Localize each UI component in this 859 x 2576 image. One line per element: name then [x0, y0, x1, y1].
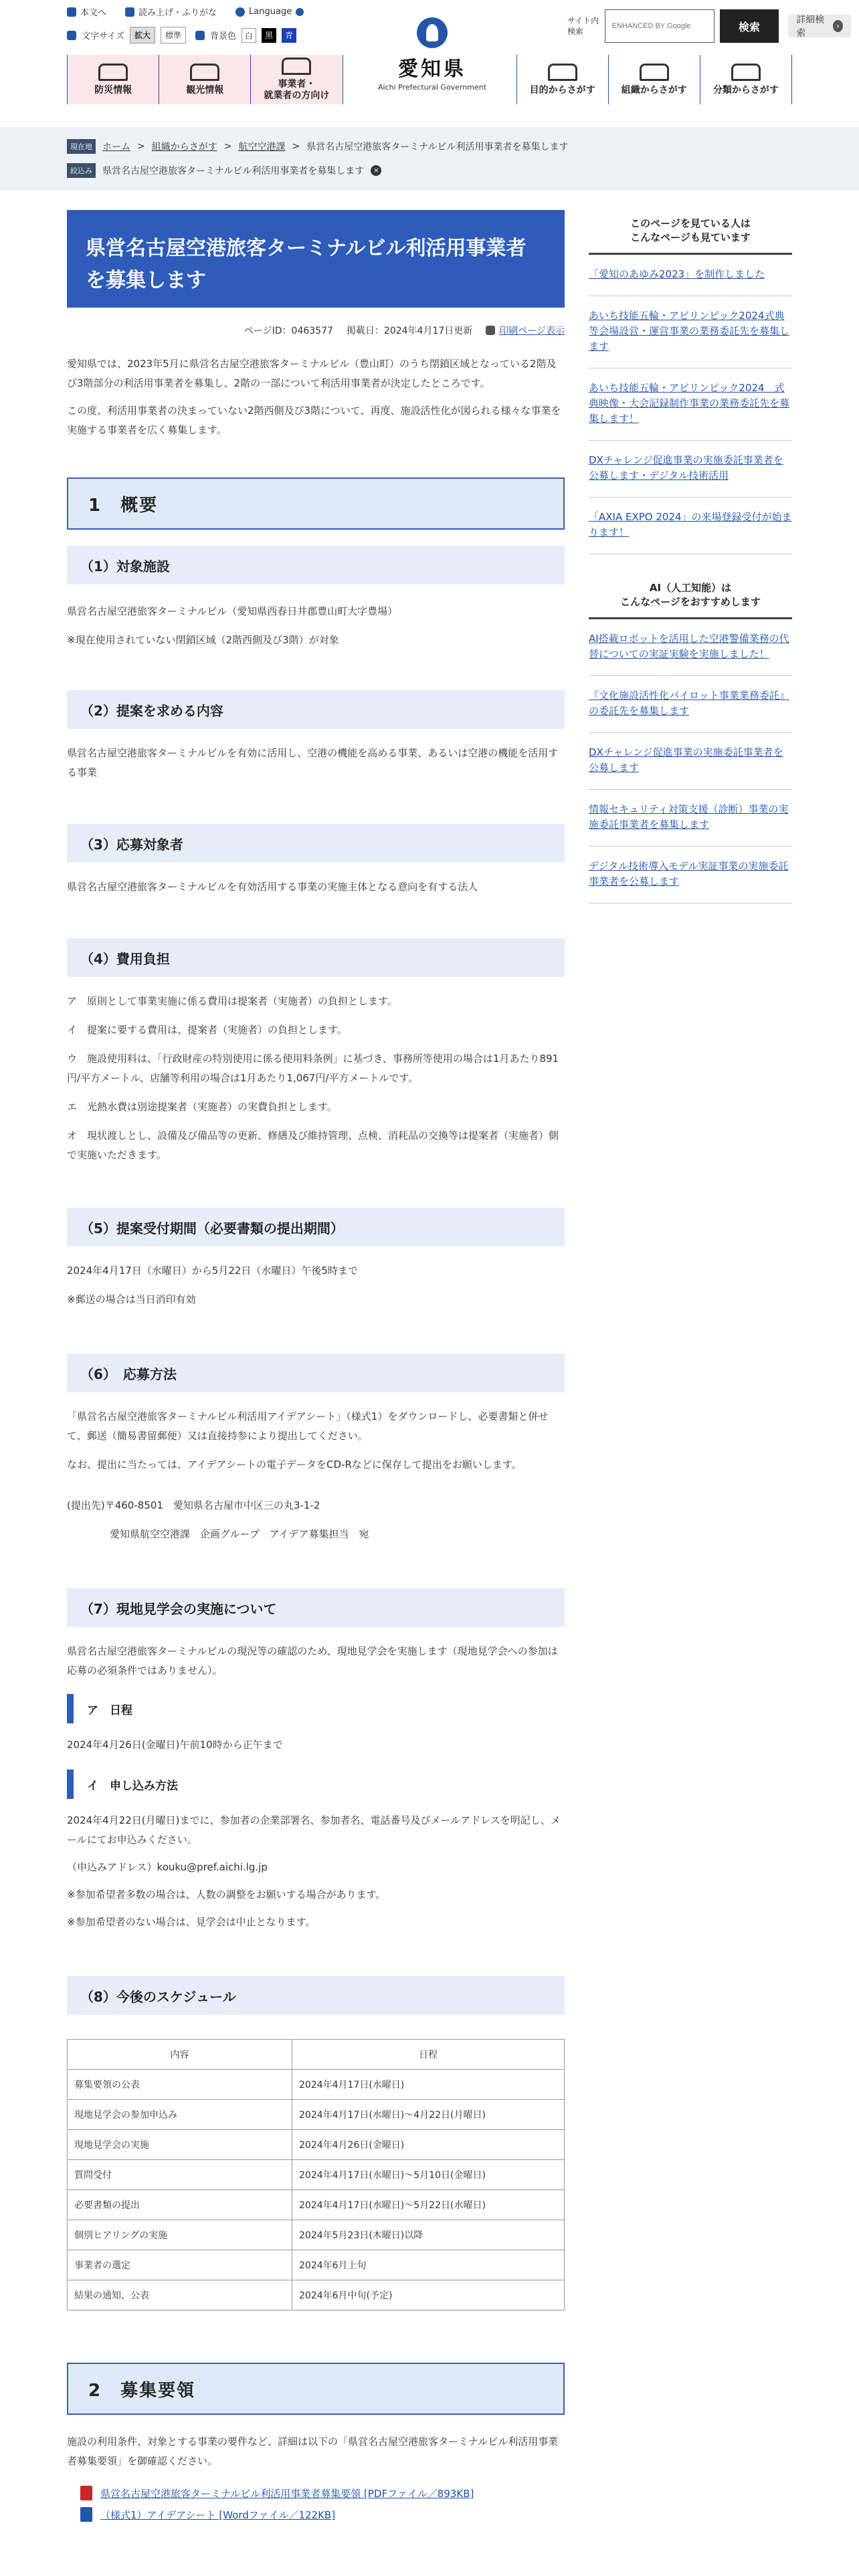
table-row — [68, 2130, 565, 2160]
related-page-link[interactable]: 「AXIA EXPO 2024」の来場登録受付が始まります！ — [589, 511, 792, 538]
recommended-page-link[interactable]: DXチャレンジ促進事業の実施委託事業者を公募します — [589, 746, 783, 774]
table-cell: 個別ヒアリングの実施 — [68, 2220, 292, 2250]
nav-by-organization[interactable] — [609, 55, 700, 104]
bg-white-button[interactable]: 白 — [242, 28, 256, 43]
site-search — [567, 9, 851, 43]
nav-logo-spacer — [343, 55, 517, 104]
column-header: 内容 — [68, 2040, 292, 2070]
table-row — [68, 2220, 565, 2250]
language-menu[interactable] — [235, 5, 304, 18]
table-row — [68, 2070, 565, 2100]
nav-by-purpose[interactable] — [517, 55, 609, 104]
breadcrumb-bar — [0, 127, 859, 190]
minor-heading: ア 日程 — [67, 1694, 565, 1723]
nav-disaster-info[interactable] — [67, 55, 159, 104]
subsection-heading: （3）応募対象者 — [67, 824, 565, 863]
display-settings — [67, 27, 296, 43]
table-cell: 2024年6月中旬(予定) — [292, 2280, 565, 2311]
subsection-heading: （2）提案を求める内容 — [67, 690, 565, 729]
logo-subtext: Aichi Prefectural Government — [377, 83, 487, 92]
sidebar — [589, 210, 792, 903]
list-item — [589, 847, 792, 903]
body-text: なお、提出に当たっては、アイデアシートの電子データをCD-Rなどに保存して提出をお願いします。 — [67, 1459, 522, 1471]
home-icon — [67, 7, 76, 17]
table-cell: 2024年5月23日(木曜日)以降 — [292, 2220, 565, 2250]
breadcrumb-dept-link[interactable]: 航空空港課 — [238, 142, 286, 152]
logo-text: 愛知県 — [398, 58, 466, 81]
nav-label: 防災情報 — [94, 84, 132, 96]
page-id: ページID：0463577 — [244, 326, 333, 336]
sidebar-heading-related: このページを見ている人は こんなページも見ています — [589, 210, 792, 255]
list-item — [589, 790, 792, 847]
printer-icon — [486, 326, 495, 335]
folder-icon — [731, 64, 761, 81]
nav-label: 分類からさがす — [712, 84, 779, 96]
updated-date: 掲載日：2024年4月17日更新 — [346, 326, 473, 336]
column-header: 日程 — [292, 2040, 565, 2070]
list-item — [589, 498, 792, 554]
nav-tourism-info[interactable] — [159, 55, 251, 104]
breadcrumb-separator: > — [223, 141, 232, 152]
subsection-heading: （4）費用負担 — [67, 938, 565, 977]
section-heading-overview: 1 概要 — [67, 477, 565, 530]
bg-blue-button[interactable]: 青 — [282, 28, 296, 43]
body-text: 2024年4月22日(月曜日)までに、参加者の企業部署名、参加者名、電話番号及びメールアドレスを明記し、メールにてお申込みください。 — [67, 1814, 561, 1846]
list-item — [589, 296, 792, 368]
table-row — [68, 2160, 565, 2190]
breadcrumb-separator: > — [137, 141, 145, 152]
search-label: サイト内検索 — [567, 16, 599, 36]
body-text: 県営名古屋空港旅客ターミナルビルの現況等の確認のため、現地見学会を実施します（現地見学会への参加は応募の必須条件ではありません）。 — [67, 1645, 558, 1677]
table-cell: 必要書類の提出 — [68, 2190, 292, 2220]
list-item — [589, 368, 792, 441]
subsection-heading: （7）現地見学会の実施について — [67, 1588, 565, 1627]
list-item — [589, 255, 792, 296]
body-text: 2024年4月17日（水曜日）から5月22日（水曜日）午後5時まで — [67, 1265, 358, 1277]
minor-heading: イ 申し込み方法 — [67, 1769, 565, 1799]
search-input[interactable] — [605, 9, 714, 43]
intro-paragraph: 愛知県では、2023年5月に県営名古屋空港旅客ターミナルビル（豊山町）のうち閉鎖区域となっている2階及び3階部分の利活用事業者を募集し、2階の一部について利活用事業者が決定したところです。 — [67, 358, 557, 389]
related-page-link[interactable]: あいち技能五輪・アビリンピック2024 式典映像・大会記録制作事業の業務委託先を募集します！ — [589, 382, 790, 425]
page-meta — [67, 324, 565, 337]
body-text: 2024年4月26日(金曜日)午前10時から正午まで — [67, 1739, 283, 1751]
table-row — [68, 2280, 565, 2311]
advanced-search-label: 詳細検索 — [796, 15, 825, 39]
read-aloud-link[interactable] — [125, 5, 217, 18]
subsection-heading: （8）今後のスケジュール — [67, 1976, 565, 2015]
search-button[interactable]: 検索 — [720, 9, 779, 43]
address-line: 愛知県航空空港課 企画グループ アイデア募集担当 宛 — [110, 1528, 369, 1540]
intro-paragraph: この度、利活用事業者の決まっていない2階西側及び3階について、再度、施設活性化が図られる様々な事業を実施する事業者を広く募集します。 — [67, 405, 561, 436]
body-text: 県営名古屋空港旅客ターミナルビル（愛知県西春日井郡豊山町大字豊場） — [67, 605, 398, 617]
list-item — [589, 733, 792, 790]
file-link-label: 県営名古屋空港旅客ターミナルビル利活用事業者募集要領 [PDFファイル／893KB] — [100, 2487, 474, 2500]
table-row — [68, 2190, 565, 2220]
prefecture-emblem-icon — [417, 17, 448, 48]
table-cell: 2024年4月17日(水曜日)～5月22日(水曜日) — [292, 2190, 565, 2220]
table-cell: 質問受付 — [68, 2160, 292, 2190]
nav-label: 組織からさがす — [621, 84, 687, 96]
email-address: （申込みアドレス）kouku@pref.aichi.lg.jp — [67, 1861, 268, 1873]
read-aloud-label: 読み上げ・ふりがな — [138, 8, 217, 18]
utility-links — [67, 5, 304, 18]
page-title: 県営名古屋空港旅客ターミナルビル利活用事業者を募集します — [67, 210, 565, 308]
related-page-link[interactable]: あいち技能五輪・アビリンピック2024式典等会場設営・運営事業の業務委託先を募集します — [589, 310, 790, 352]
people-icon — [548, 64, 577, 81]
table-cell: 事業者の選定 — [68, 2250, 292, 2280]
nav-label: 観光情報 — [186, 84, 224, 96]
global-nav — [67, 55, 792, 104]
table-cell: 現地見学会の実施 — [68, 2130, 292, 2160]
file-link-guidelines-pdf[interactable] — [67, 2486, 565, 2500]
font-standard-button[interactable]: 標準 — [161, 27, 186, 43]
recommended-page-link[interactable]: デジタル技術導入モデル実証事業の実施委託事業者を公募します — [589, 860, 789, 887]
subsection-heading: （5）提案受付期間（必要書類の提出期間） — [67, 1208, 565, 1247]
body-text: 施設の利用条件、対象とする事業の要件など、詳細は以下の「県営名古屋空港旅客ターミナルビル利活用事業者募集要領」を御確認ください。 — [67, 2436, 559, 2467]
main-content — [67, 210, 565, 2522]
section-heading-guidelines: 2 募集要領 — [67, 2363, 565, 2415]
related-page-link[interactable]: DXチャレンジ促進事業の実施委託事業者を公募します・デジタル技術活用 — [589, 454, 783, 481]
nav-by-category[interactable] — [700, 55, 792, 104]
cost-item: ア 原則として事業実施に係る費用は提案者（実施者）の負担とします。 — [67, 995, 397, 1007]
table-row — [68, 2250, 565, 2280]
ai-recommend-list — [589, 619, 792, 903]
sidebar-heading-ai: AI（人工知能）は こんなページをおすすめします — [589, 574, 792, 619]
nav-label: 目的からさがす — [529, 84, 595, 96]
camera-icon — [190, 64, 219, 81]
list-item — [589, 676, 792, 733]
breadcrumb-org-link[interactable]: 組織からさがす — [151, 142, 217, 152]
breadcrumb-separator: > — [292, 141, 300, 152]
table-cell: 現地見学会の参加申込み — [68, 2100, 292, 2130]
address-line: (提出先)〒460-8501 愛知県名古屋市中区三の丸3-1-2 — [67, 1499, 320, 1511]
recommended-page-link[interactable]: 情報セキュリティ対策支援（診断）事業の実施委託事業者を募集します — [589, 803, 789, 831]
schedule-table — [67, 2039, 565, 2311]
org-chart-icon — [640, 64, 669, 81]
nav-business[interactable] — [251, 55, 343, 104]
cost-item: オ 現状渡しとし、設備及び備品等の更新、修繕及び維持管理、点検、消耗品の交換等は提案者（実施者）側で実施いただきます。 — [67, 1130, 559, 1161]
cost-item: イ 提案に要する費用は、提案者（実施者）の負担とします。 — [67, 1024, 347, 1036]
nav-label: 事業者・ 就業者の方向け — [264, 79, 330, 101]
font-size-icon — [67, 31, 76, 40]
chevron-down-icon — [296, 8, 304, 16]
file-link-label: （様式1）アイデアシート [Wordファイル／122KB] — [100, 2508, 336, 2521]
recommended-page-link[interactable]: 『文化施設活性化パイロット事業業務委託』の委託先を募集します — [589, 689, 789, 717]
body-text: 県営名古屋空港旅客ターミナルビルを有効に活用し、空港の機能を高める事業、あるいは空港の機能を活用する事業 — [67, 747, 559, 778]
table-cell: 募集要領の公表 — [68, 2070, 292, 2100]
table-cell: 2024年4月17日(水曜日) — [292, 2070, 565, 2100]
filter-tag: 絞込み — [67, 163, 96, 178]
advanced-search-button[interactable] — [788, 15, 851, 37]
bg-color-icon — [195, 31, 205, 40]
file-link-ideasheet-word[interactable] — [67, 2507, 565, 2522]
speaker-icon — [125, 7, 134, 17]
body-text: 県営名古屋空港旅客ターミナルビルを有効活用する事業の実施主体となる意向を有する法人 — [67, 881, 478, 893]
body-text: ※参加希望者多数の場合は、人数の調整をお願いする場合があります。 — [67, 1889, 386, 1901]
chevron-right-icon: › — [833, 20, 843, 32]
body-text: 「県営名古屋空港旅客ターミナルビル利活用アイデアシート」（様式1）をダウンロードし、必要書類と併せて、郵送（簡易書留郵便）又は直接持参により提出してください。 — [67, 1410, 549, 1442]
breadcrumb-home-link[interactable]: ホーム — [102, 142, 130, 152]
skip-label: 本文へ — [80, 8, 107, 18]
table-cell: 結果の通知、公表 — [68, 2280, 292, 2311]
font-enlarge-button[interactable]: 拡大 — [130, 27, 155, 43]
subsection-heading: （1）対象施設 — [67, 546, 565, 584]
filter-text: 県営名古屋空港旅客ターミナルビル利活用事業者を募集します — [102, 166, 365, 177]
breadcrumb-current-page: 県営名古屋空港旅客ターミナルビル利活用事業者を募集します — [306, 142, 569, 152]
breadcrumb — [67, 139, 569, 154]
recommended-page-link[interactable]: AI搭載ロボットを活用した空港警備業務の代替についての実証実験を実施しました！ — [589, 633, 789, 660]
print-link[interactable] — [486, 324, 565, 337]
current-location-tag: 現在地 — [67, 139, 96, 154]
print-label: 印刷ページ表示 — [499, 326, 565, 336]
briefcase-icon — [282, 58, 311, 75]
list-item — [589, 441, 792, 498]
body-text: ※郵送の場合は当日消印有効 — [67, 1293, 196, 1305]
table-cell: 2024年4月17日(水曜日)～5月10日(金曜日) — [292, 2160, 565, 2190]
bg-color-label: 背景色 — [210, 31, 237, 41]
filter-row — [67, 163, 381, 178]
cost-item: ウ 施設使用料は、「行政財産の特別使用に係る使用料条例」に基づき、事務所等使用の場合は1月あたり891円/平方メートル、店舗等利用の場合は1月あたり1,067円/平方メートルです。 — [67, 1053, 559, 1084]
table-cell: 2024年4月26日(金曜日) — [292, 2130, 565, 2160]
table-header-row — [68, 2040, 565, 2070]
language-label: Language — [249, 7, 292, 17]
related-page-link[interactable]: 「愛知のあゆみ2023」を制作しました — [589, 268, 765, 280]
table-row — [68, 2100, 565, 2130]
table-cell: 2024年6月上旬 — [292, 2250, 565, 2280]
body-text: ※参加希望者のない場合は、見学会は中止となります。 — [67, 1916, 316, 1928]
related-pages-list — [589, 255, 792, 554]
helmet-icon — [98, 64, 128, 81]
bg-black-button[interactable]: 黒 — [262, 28, 276, 43]
skip-to-content-link[interactable] — [67, 5, 106, 18]
close-icon[interactable]: × — [371, 165, 381, 176]
list-item — [589, 619, 792, 676]
word-file-icon — [80, 2507, 92, 2522]
table-cell: 2024年4月17日(水曜日)～4月22日(月曜日) — [292, 2100, 565, 2130]
cost-item: エ 光熱水費は別途提案者（実施者）の実費負担とします。 — [67, 1101, 337, 1113]
body-text: ※現在使用されていない閉鎖区域（2階西側及び3階）が対象 — [67, 634, 339, 646]
pdf-file-icon — [80, 2486, 92, 2500]
subsection-heading: （6） 応募方法 — [67, 1354, 565, 1392]
globe-icon — [235, 7, 245, 17]
font-size-label: 文字サイズ — [82, 31, 124, 41]
